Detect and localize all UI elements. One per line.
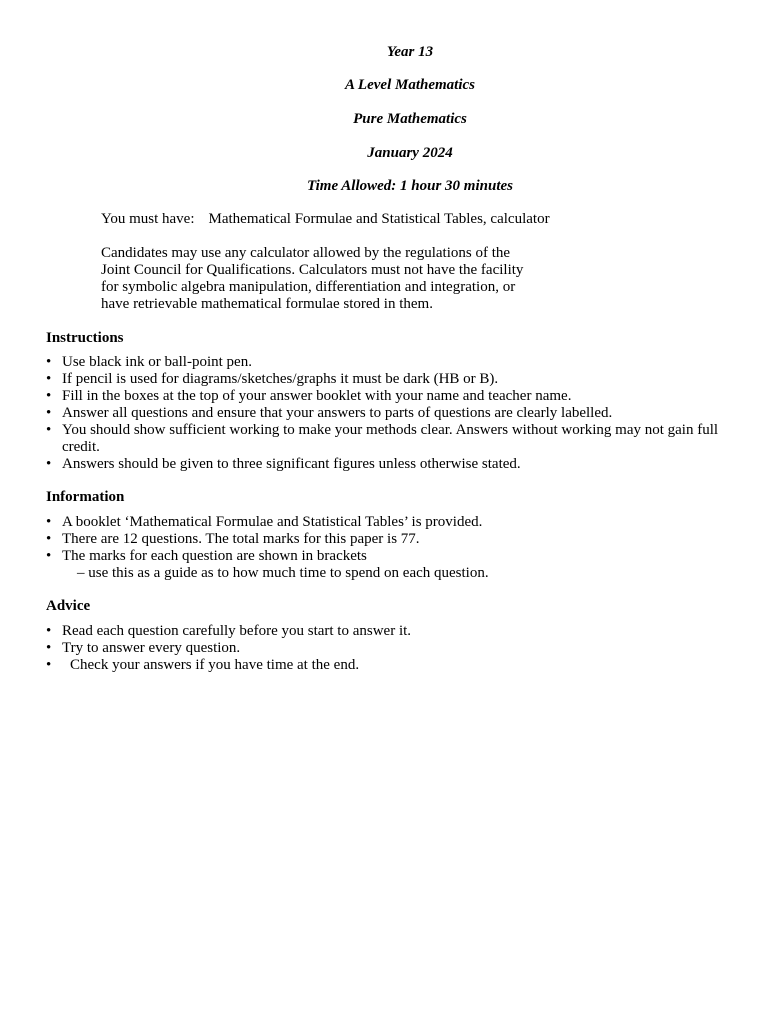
calculator-note-line: have retrievable mathematical formulae stored in them.: [101, 296, 433, 312]
calculator-note: [101, 245, 561, 313]
advice-heading: Advice: [46, 598, 91, 614]
paper-title: Pure Mathematics: [353, 111, 467, 127]
list-item: • Try to answer every question.: [46, 640, 241, 656]
bullet-icon: •: [46, 371, 52, 387]
advice-list: [46, 623, 736, 674]
time-allowed: Time Allowed: 1 hour 30 minutes: [307, 178, 513, 194]
list-item: • If pencil is used for diagrams/sketches/graphs it must be dark (HB or B).: [46, 371, 499, 387]
bullet-icon: •: [46, 456, 52, 472]
list-item: • Check your answers if you have time at the end.: [46, 657, 360, 673]
calculator-note-line: for symbolic algebra manipulation, differentiation and integration, or: [101, 279, 516, 295]
bullet-icon: •: [46, 531, 52, 547]
instructions-list: [46, 354, 736, 473]
list-item: • There are 12 questions. The total marks for this paper is 77.: [46, 531, 420, 547]
qualification-title: A Level Mathematics: [345, 77, 475, 93]
bullet-icon: •: [46, 548, 52, 564]
bullet-icon: •: [46, 388, 52, 404]
bullet-icon: •: [46, 640, 52, 656]
bullet-icon: •: [46, 354, 52, 370]
year-title: Year 13: [386, 44, 434, 60]
requirements-line: [101, 211, 550, 228]
information-heading: Information: [46, 489, 125, 505]
information-sub-item: – use this as a guide as to how much time to spend on each question.: [77, 565, 489, 581]
bullet-icon: •: [46, 657, 52, 673]
list-item: • Answers should be given to three significant figures unless otherwise stated.: [46, 456, 521, 472]
list-item: • Use black ink or ball-point pen.: [46, 354, 252, 370]
requirements-value: Mathematical Formulae and Statistical Tables, calculator: [208, 211, 550, 227]
calculator-note-line: Joint Council for Qualifications. Calculators must not have the facility: [101, 262, 524, 278]
list-item: • A booklet ‘Mathematical Formulae and Statistical Tables’ is provided.: [46, 514, 483, 530]
list-item: • Fill in the boxes at the top of your answer booklet with your name and teacher name.: [46, 388, 572, 404]
bullet-icon: •: [46, 514, 52, 530]
list-item: • Read each question carefully before you start to answer it.: [46, 623, 412, 639]
bullet-icon: •: [46, 405, 52, 421]
session-title: January 2024: [367, 145, 453, 161]
calculator-note-line: Candidates may use any calculator allowed by the regulations of the: [101, 245, 511, 261]
list-item: • The marks for each question are shown in brackets – use this as a guide as to how much time to spend on each question.: [46, 548, 736, 582]
requirements-label: You must have:: [101, 211, 195, 227]
instructions-heading: Instructions: [46, 330, 124, 346]
list-item: • You should show sufficient working to make your methods clear. Answers without working may not gain full credit.: [46, 422, 719, 455]
bullet-icon: •: [46, 422, 52, 438]
information-list: [46, 514, 736, 582]
list-item: • Answer all questions and ensure that your answers to parts of questions are clearly labelled.: [46, 405, 613, 421]
bullet-icon: •: [46, 623, 52, 639]
